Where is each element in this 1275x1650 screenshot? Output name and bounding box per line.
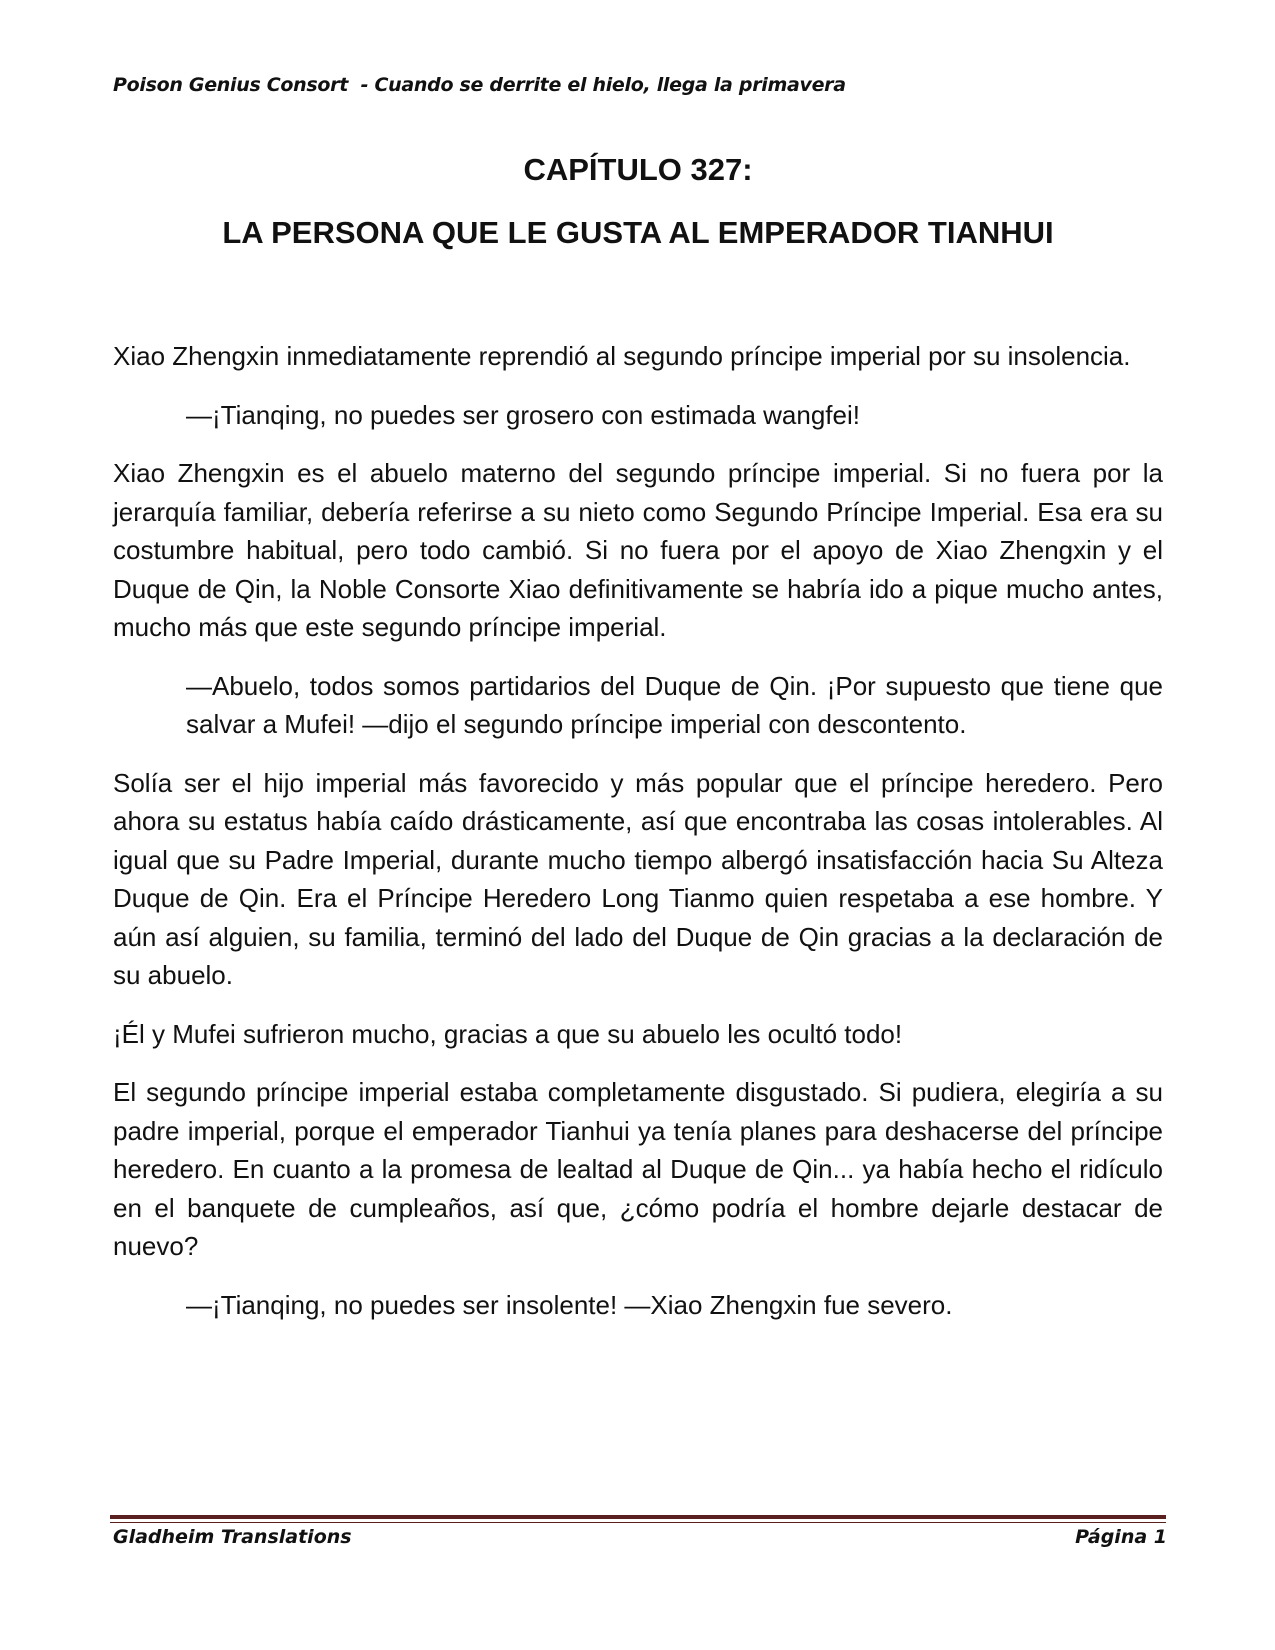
footer-publisher: Gladheim Translations — [113, 1526, 352, 1548]
running-header: Poison Genius Consort - Cuando se derrite el hielo, llega la primavera — [113, 74, 846, 96]
paragraph-narration: ¡Él y Mufei sufrieron mucho, gracias a que su abuelo les ocultó todo! — [113, 1018, 903, 1049]
paragraph-narration: Xiao Zhengxin es el abuelo materno del segundo príncipe imperial. Si no fuera por la jerarquía familiar, debería referirse a su nieto como Segundo Príncipe Imperial. Esa era su costumbre habitual, pero todo cambió. Si no fuera por el apoyo de Xiao Zhengxin y el Duque de Qin, la Noble Consorte Xiao definitivamente se habría ido a pique mucho antes, mucho más que este segundo príncipe imperial. — [113, 458, 1163, 642]
paragraph-dialogue: —¡Tianqing, no puedes ser grosero con estimada wangfei! — [186, 399, 860, 430]
chapter-title: LA PERSONA QUE LE GUSTA AL EMPERADOR TIANHUI — [222, 215, 1054, 250]
paragraph-narration: El segundo príncipe imperial estaba completamente disgustado. Si pudiera, elegiría a su padre imperial, porque el emperador Tianhui ya tenía planes para deshacerse del príncipe heredero. En cuanto a la promesa de lealtad al Duque de Qin... ya había hecho el ridículo en el banquete de cumpleaños, así que, ¿cómo podría el hombre dejarle destacar de nuevo? — [113, 1077, 1163, 1261]
paragraph-narration: Solía ser el hijo imperial más favorecido y más popular que el príncipe heredero. Pero ahora su estatus había caído drásticamente, así que encontraba las cosas intolerables. Al igual que su Padre Imperial, durante mucho tiempo albergó insatisfacción hacia Su Alteza Duque de Qin. Era el Príncipe Heredero Long Tianmo quien respetaba a ese hombre. Y aún así alguien, su familia, terminó del lado del Duque de Qin gracias a la declaración de su abuelo. — [113, 767, 1163, 990]
paragraph-dialogue: —Abuelo, todos somos partidarios del Duque de Qin. ¡Por supuesto que tiene que salvar a Mufei! —dijo el segundo príncipe imperial con descontento. — [186, 670, 1163, 739]
chapter-number: CAPÍTULO 327: — [523, 152, 753, 187]
paragraph-narration: Xiao Zhengxin inmediatamente reprendió al segundo príncipe imperial por su insolencia. — [113, 341, 1131, 371]
footer-page-number: Página 1 — [1075, 1526, 1167, 1548]
chapter-body — [113, 337, 1163, 1324]
paragraph-dialogue: —¡Tianqing, no puedes ser insolente! —Xiao Zhengxin fue severo. — [186, 1289, 953, 1320]
footer-rule — [110, 1515, 1166, 1519]
footer-rule-thin — [110, 1522, 1166, 1523]
